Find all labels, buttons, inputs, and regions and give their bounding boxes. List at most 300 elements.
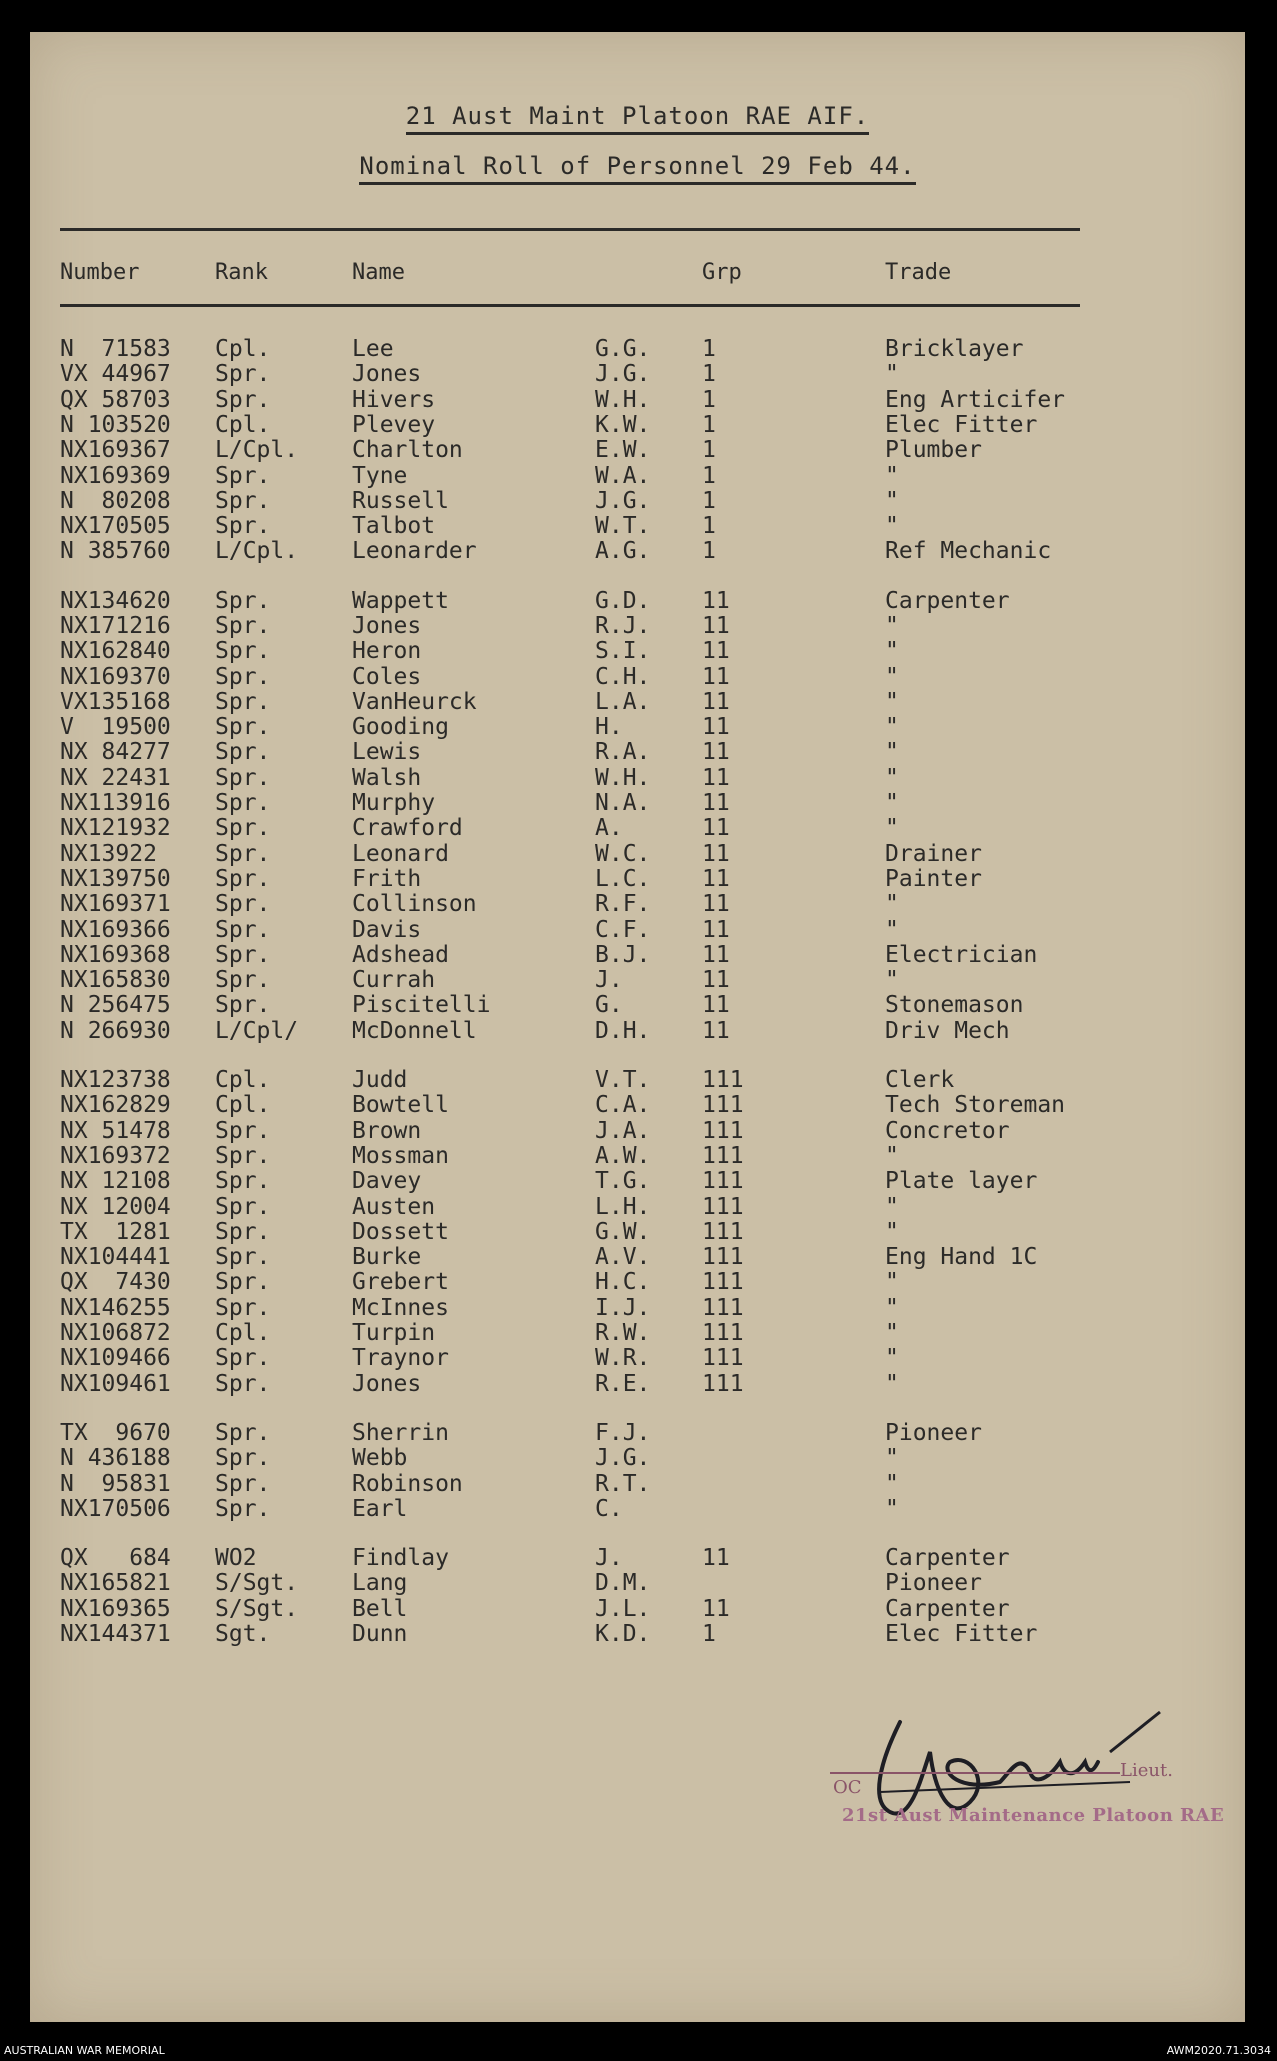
cell-service-number: QX 58703: [60, 387, 171, 413]
table-row: [30, 1245, 1245, 1270]
cell-rank: Cpl.: [215, 1320, 271, 1346]
cell-rank: Spr.: [215, 891, 271, 917]
cell-service-number: N 103520: [60, 412, 171, 438]
cell-initials: D.M.: [595, 1570, 651, 1596]
cell-initials: L.A.: [595, 689, 651, 715]
cell-group: 11: [702, 790, 730, 816]
cell-trade: Carpenter: [885, 1545, 1010, 1571]
table-row: [30, 362, 1245, 387]
table-row: [30, 337, 1245, 362]
cell-rank: L/Cpl.: [215, 538, 299, 564]
cell-initials: R.T.: [595, 1471, 651, 1497]
cell-service-number: NX169369: [60, 463, 171, 489]
table-row: [30, 1220, 1245, 1245]
cell-trade: Elec Fitter: [885, 412, 1038, 438]
cell-group: 1: [702, 387, 716, 413]
cell-surname: Dossett: [352, 1219, 449, 1245]
cell-initials: C.A.: [595, 1092, 651, 1118]
cell-service-number: NX165821: [60, 1570, 171, 1596]
cell-service-number: NX139750: [60, 866, 171, 892]
cell-rank: Spr.: [215, 1345, 271, 1371]
cell-group: 111: [702, 1295, 744, 1321]
cell-surname: Leonard: [352, 841, 449, 867]
cell-service-number: NX104441: [60, 1244, 171, 1270]
cell-initials: J.G.: [595, 1445, 651, 1471]
cell-group: 111: [702, 1345, 744, 1371]
cell-surname: Wappett: [352, 588, 449, 614]
cell-rank: Spr.: [215, 992, 271, 1018]
cell-trade: Carpenter: [885, 1596, 1010, 1622]
table-row: [30, 514, 1245, 539]
cell-rank: Spr.: [215, 714, 271, 740]
cell-initials: H.C.: [595, 1269, 651, 1295]
cell-rank: Spr.: [215, 815, 271, 841]
cell-rank: Spr.: [215, 361, 271, 387]
table-row: [30, 791, 1245, 816]
cell-trade: ": [885, 488, 899, 514]
cell-trade: Plumber: [885, 437, 982, 463]
cell-surname: Robinson: [352, 1471, 463, 1497]
cell-surname: Grebert: [352, 1269, 449, 1295]
table-row: [30, 816, 1245, 841]
cell-initials: T.G.: [595, 1168, 651, 1194]
cell-service-number: N 436188: [60, 1445, 171, 1471]
column-header-number: Number: [60, 260, 140, 285]
cell-group: 111: [702, 1269, 744, 1295]
table-row: [30, 1472, 1245, 1497]
cell-surname: Lee: [352, 336, 394, 362]
cell-group: 11: [702, 841, 730, 867]
cell-initials: J.: [595, 1545, 623, 1571]
cell-trade: Driv Mech: [885, 1018, 1010, 1044]
cell-trade: ": [885, 689, 899, 715]
cell-rank: Cpl.: [215, 412, 271, 438]
cell-surname: Piscitelli: [352, 992, 491, 1018]
cell-surname: Burke: [352, 1244, 422, 1270]
table-row: [30, 1597, 1245, 1622]
table-row: [30, 589, 1245, 614]
cell-trade: Tech Storeman: [885, 1092, 1066, 1118]
cell-trade: ": [885, 790, 899, 816]
cell-rank: Spr.: [215, 1194, 271, 1220]
cell-initials: C.F.: [595, 917, 651, 943]
cell-surname: McDonnell: [352, 1018, 477, 1044]
cell-surname: Adshead: [352, 942, 449, 968]
document-title: 21 Aust Maint Platoon RAE AIF.: [30, 102, 1245, 130]
cell-rank: Spr.: [215, 1168, 271, 1194]
cell-surname: Hivers: [352, 387, 436, 413]
cell-service-number: NX169367: [60, 437, 171, 463]
document-subtitle: Nominal Roll of Personnel 29 Feb 44.: [30, 152, 1245, 180]
cell-surname: Bell: [352, 1596, 408, 1622]
table-row: [30, 1497, 1245, 1522]
cell-surname: Lewis: [352, 739, 422, 765]
cell-service-number: NX170505: [60, 513, 171, 539]
cell-group: 11: [702, 1596, 730, 1622]
cell-surname: Dunn: [352, 1621, 408, 1647]
cell-rank: Spr.: [215, 1118, 271, 1144]
cell-rank: Spr.: [215, 1371, 271, 1397]
cell-surname: Walsh: [352, 765, 422, 791]
cell-surname: Currah: [352, 967, 436, 993]
cell-service-number: NX169372: [60, 1143, 171, 1169]
cell-group: 1: [702, 463, 716, 489]
cell-group: 11: [702, 689, 730, 715]
cell-surname: Leonarder: [352, 538, 477, 564]
cell-initials: W.A.: [595, 463, 651, 489]
cell-rank: Spr.: [215, 942, 271, 968]
cell-group: 111: [702, 1194, 744, 1220]
table-row: [30, 918, 1245, 943]
column-header-rank: Rank: [215, 260, 268, 285]
cell-trade: ": [885, 1320, 899, 1346]
cell-trade: ": [885, 361, 899, 387]
cell-initials: F.J.: [595, 1420, 651, 1446]
cell-rank: Spr.: [215, 739, 271, 765]
cell-surname: Collinson: [352, 891, 477, 917]
cell-group: 111: [702, 1168, 744, 1194]
cell-service-number: NX170506: [60, 1496, 171, 1522]
cell-rank: Spr.: [215, 588, 271, 614]
cell-initials: W.C.: [595, 841, 651, 867]
cell-surname: Jones: [352, 613, 422, 639]
cell-trade: ": [885, 613, 899, 639]
cell-initials: L.H.: [595, 1194, 651, 1220]
cell-surname: Gooding: [352, 714, 449, 740]
cell-surname: Frith: [352, 866, 422, 892]
cell-service-number: NX 22431: [60, 765, 171, 791]
cell-initials: S.I.: [595, 638, 651, 664]
cell-service-number: NX113916: [60, 790, 171, 816]
cell-surname: Findlay: [352, 1545, 449, 1571]
cell-initials: W.T.: [595, 513, 651, 539]
cell-trade: ": [885, 638, 899, 664]
table-row: [30, 867, 1245, 892]
cell-rank: Spr.: [215, 765, 271, 791]
cell-service-number: NX106872: [60, 1320, 171, 1346]
cell-rank: WO2: [215, 1545, 257, 1571]
cell-rank: S/Sgt.: [215, 1596, 299, 1622]
cell-service-number: NX13922: [60, 841, 157, 867]
cell-group: 111: [702, 1244, 744, 1270]
cell-service-number: VX 44967: [60, 361, 171, 387]
cell-rank: Cpl.: [215, 336, 271, 362]
cell-trade: ": [885, 1445, 899, 1471]
table-row: [30, 1546, 1245, 1571]
cell-trade: Pioneer: [885, 1570, 982, 1596]
table-row: [30, 639, 1245, 664]
cell-service-number: NX171216: [60, 613, 171, 639]
cell-trade: Electrician: [885, 942, 1038, 968]
cell-service-number: N 71583: [60, 336, 171, 362]
cell-trade: Plate layer: [885, 1168, 1038, 1194]
table-row: [30, 1446, 1245, 1471]
cell-surname: Bowtell: [352, 1092, 449, 1118]
cell-initials: R.F.: [595, 891, 651, 917]
cell-surname: Tyne: [352, 463, 408, 489]
table-row: [30, 1144, 1245, 1169]
cell-trade: ": [885, 1496, 899, 1522]
cell-trade: ": [885, 917, 899, 943]
cell-initials: A.W.: [595, 1143, 651, 1169]
cell-trade: Carpenter: [885, 588, 1010, 614]
cell-rank: Spr.: [215, 1244, 271, 1270]
cell-initials: J.G.: [595, 361, 651, 387]
column-header-name: Name: [352, 260, 405, 285]
cell-group: 11: [702, 714, 730, 740]
cell-trade: ": [885, 1371, 899, 1397]
cell-surname: Webb: [352, 1445, 408, 1471]
cell-rank: Spr.: [215, 1143, 271, 1169]
cell-initials: G.D.: [595, 588, 651, 614]
cell-service-number: NX169365: [60, 1596, 171, 1622]
cell-group: 11: [702, 638, 730, 664]
cell-initials: A.G.: [595, 538, 651, 564]
cell-initials: R.A.: [595, 739, 651, 765]
cell-surname: Turpin: [352, 1320, 436, 1346]
cell-trade: ": [885, 1269, 899, 1295]
table-row: [30, 464, 1245, 489]
cell-group: 11: [702, 1018, 730, 1044]
cell-group: 111: [702, 1219, 744, 1245]
cell-surname: Heron: [352, 638, 422, 664]
table-row: [30, 1622, 1245, 1647]
cell-initials: G.: [595, 992, 623, 1018]
table-row: [30, 1019, 1245, 1044]
cell-rank: Cpl.: [215, 1067, 271, 1093]
cell-service-number: VX135168: [60, 689, 171, 715]
cell-rank: Spr.: [215, 1445, 271, 1471]
cell-trade: ": [885, 765, 899, 791]
cell-service-number: V 19500: [60, 714, 171, 740]
table-row: [30, 993, 1245, 1018]
cell-initials: N.A.: [595, 790, 651, 816]
cell-service-number: NX109461: [60, 1371, 171, 1397]
cell-rank: Spr.: [215, 866, 271, 892]
cell-rank: Spr.: [215, 1496, 271, 1522]
header-rule-bottom: [60, 304, 1080, 307]
table-row: [30, 614, 1245, 639]
cell-group: 1: [702, 1621, 716, 1647]
cell-trade: Bricklayer: [885, 336, 1024, 362]
table-row: [30, 1119, 1245, 1144]
cell-group: 1: [702, 412, 716, 438]
cell-initials: I.J.: [595, 1295, 651, 1321]
cell-initials: D.H.: [595, 1018, 651, 1044]
cell-trade: ": [885, 1471, 899, 1497]
cell-service-number: NX165830: [60, 967, 171, 993]
table-row: [30, 1346, 1245, 1371]
cell-service-number: N 266930: [60, 1018, 171, 1044]
document-page: [30, 32, 1245, 2022]
cell-surname: Judd: [352, 1067, 408, 1093]
cell-rank: Spr.: [215, 513, 271, 539]
cell-trade: ": [885, 513, 899, 539]
cell-initials: V.T.: [595, 1067, 651, 1093]
cell-service-number: NX144371: [60, 1621, 171, 1647]
cell-group: 11: [702, 942, 730, 968]
cell-surname: Davey: [352, 1168, 422, 1194]
cell-initials: G.W.: [595, 1219, 651, 1245]
cell-rank: Spr.: [215, 387, 271, 413]
cell-group: 111: [702, 1118, 744, 1144]
table-row: [30, 1296, 1245, 1321]
signature-rank: Lieut.: [1120, 1760, 1173, 1781]
cell-initials: C.: [595, 1496, 623, 1522]
table-row: [30, 690, 1245, 715]
cell-initials: R.E.: [595, 1371, 651, 1397]
cell-rank: Spr.: [215, 689, 271, 715]
cell-surname: Crawford: [352, 815, 463, 841]
cell-rank: Spr.: [215, 488, 271, 514]
footer-accession-number: AWM2020.71.3034: [1166, 2044, 1271, 2057]
cell-initials: R.J.: [595, 613, 651, 639]
cell-initials: W.R.: [595, 1345, 651, 1371]
cell-group: 11: [702, 1545, 730, 1571]
cell-group: 11: [702, 588, 730, 614]
header-rule-top: [60, 228, 1080, 231]
cell-initials: W.H.: [595, 765, 651, 791]
cell-trade: ": [885, 1295, 899, 1321]
cell-rank: Spr.: [215, 967, 271, 993]
cell-service-number: NX169370: [60, 664, 171, 690]
cell-initials: E.W.: [595, 437, 651, 463]
cell-rank: Sgt.: [215, 1621, 271, 1647]
cell-service-number: NX162829: [60, 1092, 171, 1118]
cell-initials: J.: [595, 967, 623, 993]
cell-surname: McInnes: [352, 1295, 449, 1321]
cell-service-number: NX 12108: [60, 1168, 171, 1194]
cell-service-number: NX 12004: [60, 1194, 171, 1220]
cell-initials: K.D.: [595, 1621, 651, 1647]
cell-rank: Spr.: [215, 1219, 271, 1245]
cell-group: 11: [702, 917, 730, 943]
cell-service-number: NX146255: [60, 1295, 171, 1321]
cell-group: 11: [702, 765, 730, 791]
cell-service-number: TX 9670: [60, 1420, 171, 1446]
table-row: [30, 438, 1245, 463]
cell-surname: Traynor: [352, 1345, 449, 1371]
cell-rank: Spr.: [215, 917, 271, 943]
table-row: [30, 1321, 1245, 1346]
cell-group: 11: [702, 664, 730, 690]
cell-surname: Brown: [352, 1118, 422, 1144]
cell-group: 1: [702, 488, 716, 514]
table-row: [30, 1372, 1245, 1397]
cell-group: 1: [702, 513, 716, 539]
cell-initials: L.C.: [595, 866, 651, 892]
table-row: [30, 715, 1245, 740]
cell-initials: J.A.: [595, 1118, 651, 1144]
table-row: [30, 539, 1245, 564]
cell-service-number: N 80208: [60, 488, 171, 514]
cell-service-number: NX 51478: [60, 1118, 171, 1144]
cell-trade: ": [885, 891, 899, 917]
cell-service-number: TX 1281: [60, 1219, 171, 1245]
table-row: [30, 1169, 1245, 1194]
cell-initials: A.V.: [595, 1244, 651, 1270]
cell-surname: Plevey: [352, 412, 436, 438]
cell-surname: Jones: [352, 361, 422, 387]
cell-rank: Spr.: [215, 1295, 271, 1321]
cell-rank: Spr.: [215, 841, 271, 867]
cell-service-number: NX169371: [60, 891, 171, 917]
cell-surname: Davis: [352, 917, 422, 943]
table-row: [30, 740, 1245, 765]
cell-rank: Spr.: [215, 638, 271, 664]
cell-service-number: N 385760: [60, 538, 171, 564]
cell-trade: Elec Fitter: [885, 1621, 1038, 1647]
cell-initials: A.: [595, 815, 623, 841]
cell-trade: ": [885, 714, 899, 740]
cell-group: 1: [702, 538, 716, 564]
cell-trade: Eng Articifer: [885, 387, 1066, 413]
cell-service-number: NX169366: [60, 917, 171, 943]
cell-group: 11: [702, 967, 730, 993]
cell-surname: VanHeurck: [352, 689, 477, 715]
signature-line: [830, 1772, 1120, 1774]
cell-service-number: QX 7430: [60, 1269, 171, 1295]
cell-group: 111: [702, 1320, 744, 1346]
cell-trade: ": [885, 1219, 899, 1245]
cell-initials: R.W.: [595, 1320, 651, 1346]
table-row: [30, 766, 1245, 791]
cell-surname: Russell: [352, 488, 449, 514]
cell-initials: C.H.: [595, 664, 651, 690]
cell-trade: ": [885, 463, 899, 489]
cell-rank: Spr.: [215, 1420, 271, 1446]
table-row: [30, 1421, 1245, 1446]
footer-archive-name: AUSTRALIAN WAR MEMORIAL: [4, 2044, 165, 2057]
cell-rank: Spr.: [215, 463, 271, 489]
table-row: [30, 842, 1245, 867]
cell-rank: Cpl.: [215, 1092, 271, 1118]
column-header-grp: Grp: [702, 260, 742, 285]
table-row: [30, 413, 1245, 438]
cell-trade: ": [885, 967, 899, 993]
table-row: [30, 388, 1245, 413]
cell-group: 11: [702, 866, 730, 892]
cell-rank: Spr.: [215, 790, 271, 816]
table-row: [30, 1195, 1245, 1220]
cell-surname: Talbot: [352, 513, 436, 539]
cell-rank: L/Cpl.: [215, 437, 299, 463]
cell-service-number: NX169368: [60, 942, 171, 968]
cell-rank: S/Sgt.: [215, 1570, 299, 1596]
cell-rank: Spr.: [215, 664, 271, 690]
cell-surname: Charlton: [352, 437, 463, 463]
cell-surname: Murphy: [352, 790, 436, 816]
table-row: [30, 1068, 1245, 1093]
cell-surname: Austen: [352, 1194, 436, 1220]
cell-rank: Spr.: [215, 613, 271, 639]
cell-group: 11: [702, 739, 730, 765]
cell-group: 1: [702, 336, 716, 362]
cell-group: 111: [702, 1092, 744, 1118]
cell-group: 11: [702, 891, 730, 917]
table-row: [30, 892, 1245, 917]
unit-stamp: 21st Aust Maintenance Platoon RAE: [842, 1805, 1225, 1826]
cell-surname: Jones: [352, 1371, 422, 1397]
cell-trade: Clerk: [885, 1067, 955, 1093]
cell-initials: H.: [595, 714, 623, 740]
table-row: [30, 968, 1245, 993]
cell-surname: Lang: [352, 1570, 408, 1596]
cell-trade: Concretor: [885, 1118, 1010, 1144]
cell-trade: ": [885, 739, 899, 765]
cell-initials: B.J.: [595, 942, 651, 968]
table-row: [30, 1093, 1245, 1118]
